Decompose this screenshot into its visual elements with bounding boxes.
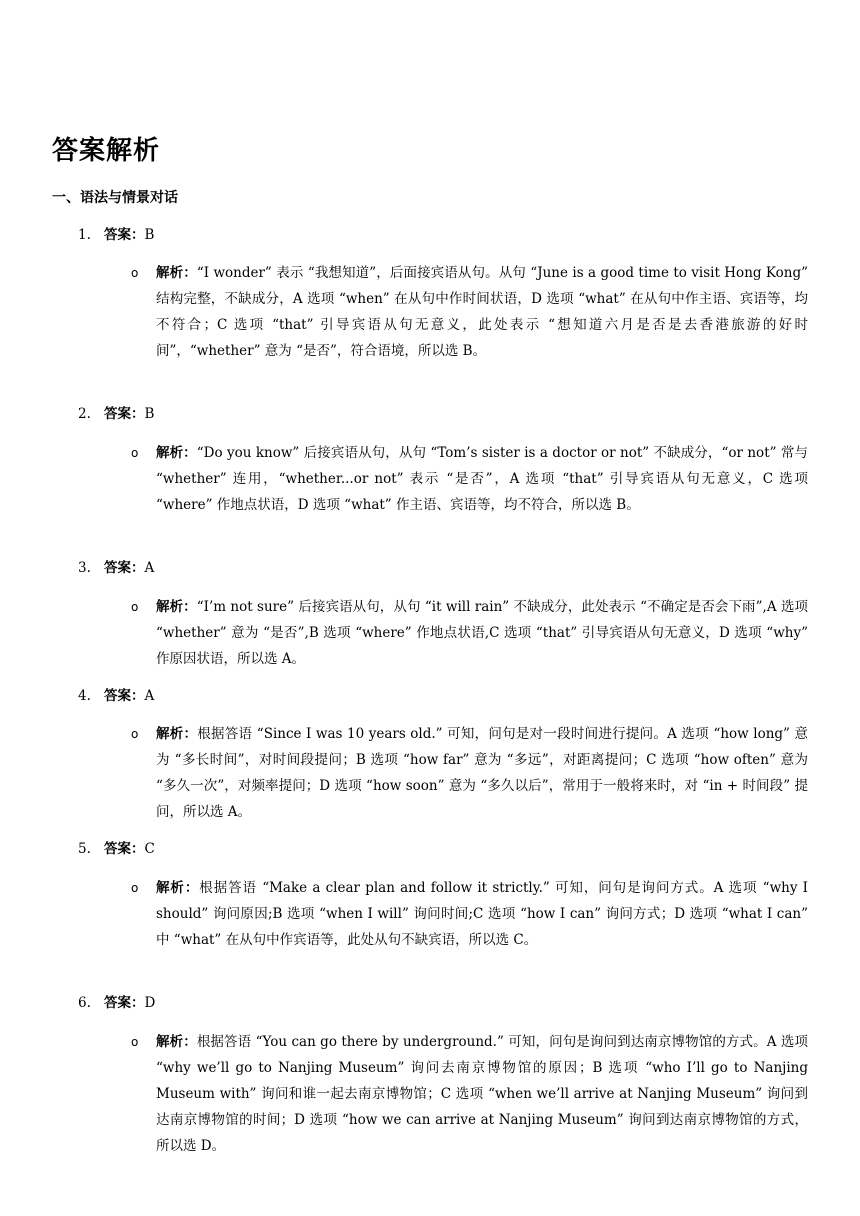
answer-value: A xyxy=(144,688,155,704)
answer-value: C xyxy=(144,841,155,857)
analysis-paragraph xyxy=(156,875,808,953)
bullet-icon: o xyxy=(131,266,139,280)
answer-label: 答案： xyxy=(104,995,145,1011)
analysis-text: 根据答语 “Since I was 10 years old.” 可知，问句是对一段时间进行提问。A 选项 “how long” 意为 “多长时间”，对时间段提问；B 选项 “how far” 意为 “多远”，对距离提问；C 选项 “how often” 意为 “多久一次”，对频率提问；D 选项 “how soon” 意为 “多久以后”，常用于一般将来时，对 “in + 时间段” 提问，所以选 A。 xyxy=(156,726,808,820)
answer-line xyxy=(78,838,155,860)
analysis-text: “I’m not sure” 后接宾语从句，从句 “it will rain” 不缺成分，此处表示 “不确定是否会下雨”,A 选项 “whether” 意为 “是否”,B 选项 “where” 作地点状语,C 选项 “that” 引导宾语从句无意义，D 选项 “why” 作原因状语，所以选 A。 xyxy=(156,599,809,667)
answer-value: B xyxy=(144,227,155,243)
bullet-icon: o xyxy=(131,600,139,614)
analysis-label: 解析： xyxy=(156,445,197,461)
answer-line xyxy=(78,685,154,707)
bullet-icon: o xyxy=(131,1035,139,1049)
answer-value: D xyxy=(144,995,156,1011)
answer-line xyxy=(78,992,155,1014)
answer-label: 答案： xyxy=(104,227,145,243)
answer-label: 答案： xyxy=(104,688,145,704)
analysis-paragraph xyxy=(156,721,808,825)
analysis-text: 根据答语 “Make a clear plan and follow it strictly.” 可知，问句是询问方式。A 选项 “why I should” 询问原因;B 选项 “when I will” 询问时间;C 选项 “how I can” 询问方式；D 选项 “what I can” 中 “what” 在从句中作宾语等，此处从句不缺宾语，所以选 C。 xyxy=(156,880,809,948)
answer-value: B xyxy=(144,406,155,422)
answer-label: 答案： xyxy=(104,406,145,422)
analysis-paragraph xyxy=(156,594,808,672)
answer-label: 答案： xyxy=(104,560,145,576)
analysis-paragraph xyxy=(156,440,808,518)
analysis-label: 解析： xyxy=(156,599,197,615)
analysis-label: 解析： xyxy=(156,880,200,896)
answer-line xyxy=(78,224,154,246)
bullet-icon: o xyxy=(131,446,139,460)
item-number: 3. xyxy=(78,560,91,576)
item-number: 2. xyxy=(78,406,91,422)
analysis-label: 解析： xyxy=(156,1034,197,1050)
item-number: 1. xyxy=(78,227,91,243)
answer-label: 答案： xyxy=(104,841,145,857)
item-number: 6. xyxy=(78,995,91,1011)
analysis-text: “Do you know” 后接宾语从句，从句 “Tom’s sister is a doctor or not” 不缺成分，“or not” 常与 “whether” 连用，“whether...or not” 表示 “是否”，A 选项 “that” 引导宾语从句无意义，C 选项 “where” 作地点状语，D 选项 “what” 作主语、宾语等，均不符合，所以选 B。 xyxy=(156,445,808,513)
item-number: 4. xyxy=(78,688,91,704)
page-title: 答案解析 xyxy=(52,136,161,166)
answer-value: A xyxy=(144,560,155,576)
bullet-icon: o xyxy=(131,727,139,741)
analysis-paragraph xyxy=(156,1029,808,1159)
bullet-icon: o xyxy=(131,881,139,895)
analysis-paragraph xyxy=(156,260,808,364)
analysis-text: 根据答语 “You can go there by underground.” 可知，问句是询问到达南京博物馆的方式。A 选项 “why we’ll go to Nanjing Museum” 询问去南京博物馆的原因；B 选项 “who I’ll go to Nanjing Museum with” 询问和谁一起去南京博物馆；C 选项 “when we’ll arrive at Nanjing Museum” 询问到达南京博物馆的时间；D 选项 “how we can arrive at Nanjing Museum” 询问到达南京博物馆的方式，所以选 D。 xyxy=(156,1034,808,1154)
analysis-text: “I wonder” 表示 “我想知道”，后面接宾语从句。从句 “June is a good time to visit Hong Kong” 结构完整，不缺成分，A 选项 “when” 在从句中作时间状语，D 选项 “what” 在从句中作主语、宾语等，均不符合；C 选项 “that” 引导宾语从句无意义，此处表示 “想知道六月是否是去香港旅游的好时间”，“whether” 意为 “是否”，符合语境，所以选 B。 xyxy=(156,265,809,359)
answer-line xyxy=(78,403,154,425)
analysis-label: 解析： xyxy=(156,265,197,281)
section-heading: 一、语法与情景对话 xyxy=(52,190,178,206)
item-number: 5. xyxy=(78,841,91,857)
answer-line xyxy=(78,557,154,579)
analysis-label: 解析： xyxy=(156,726,198,742)
